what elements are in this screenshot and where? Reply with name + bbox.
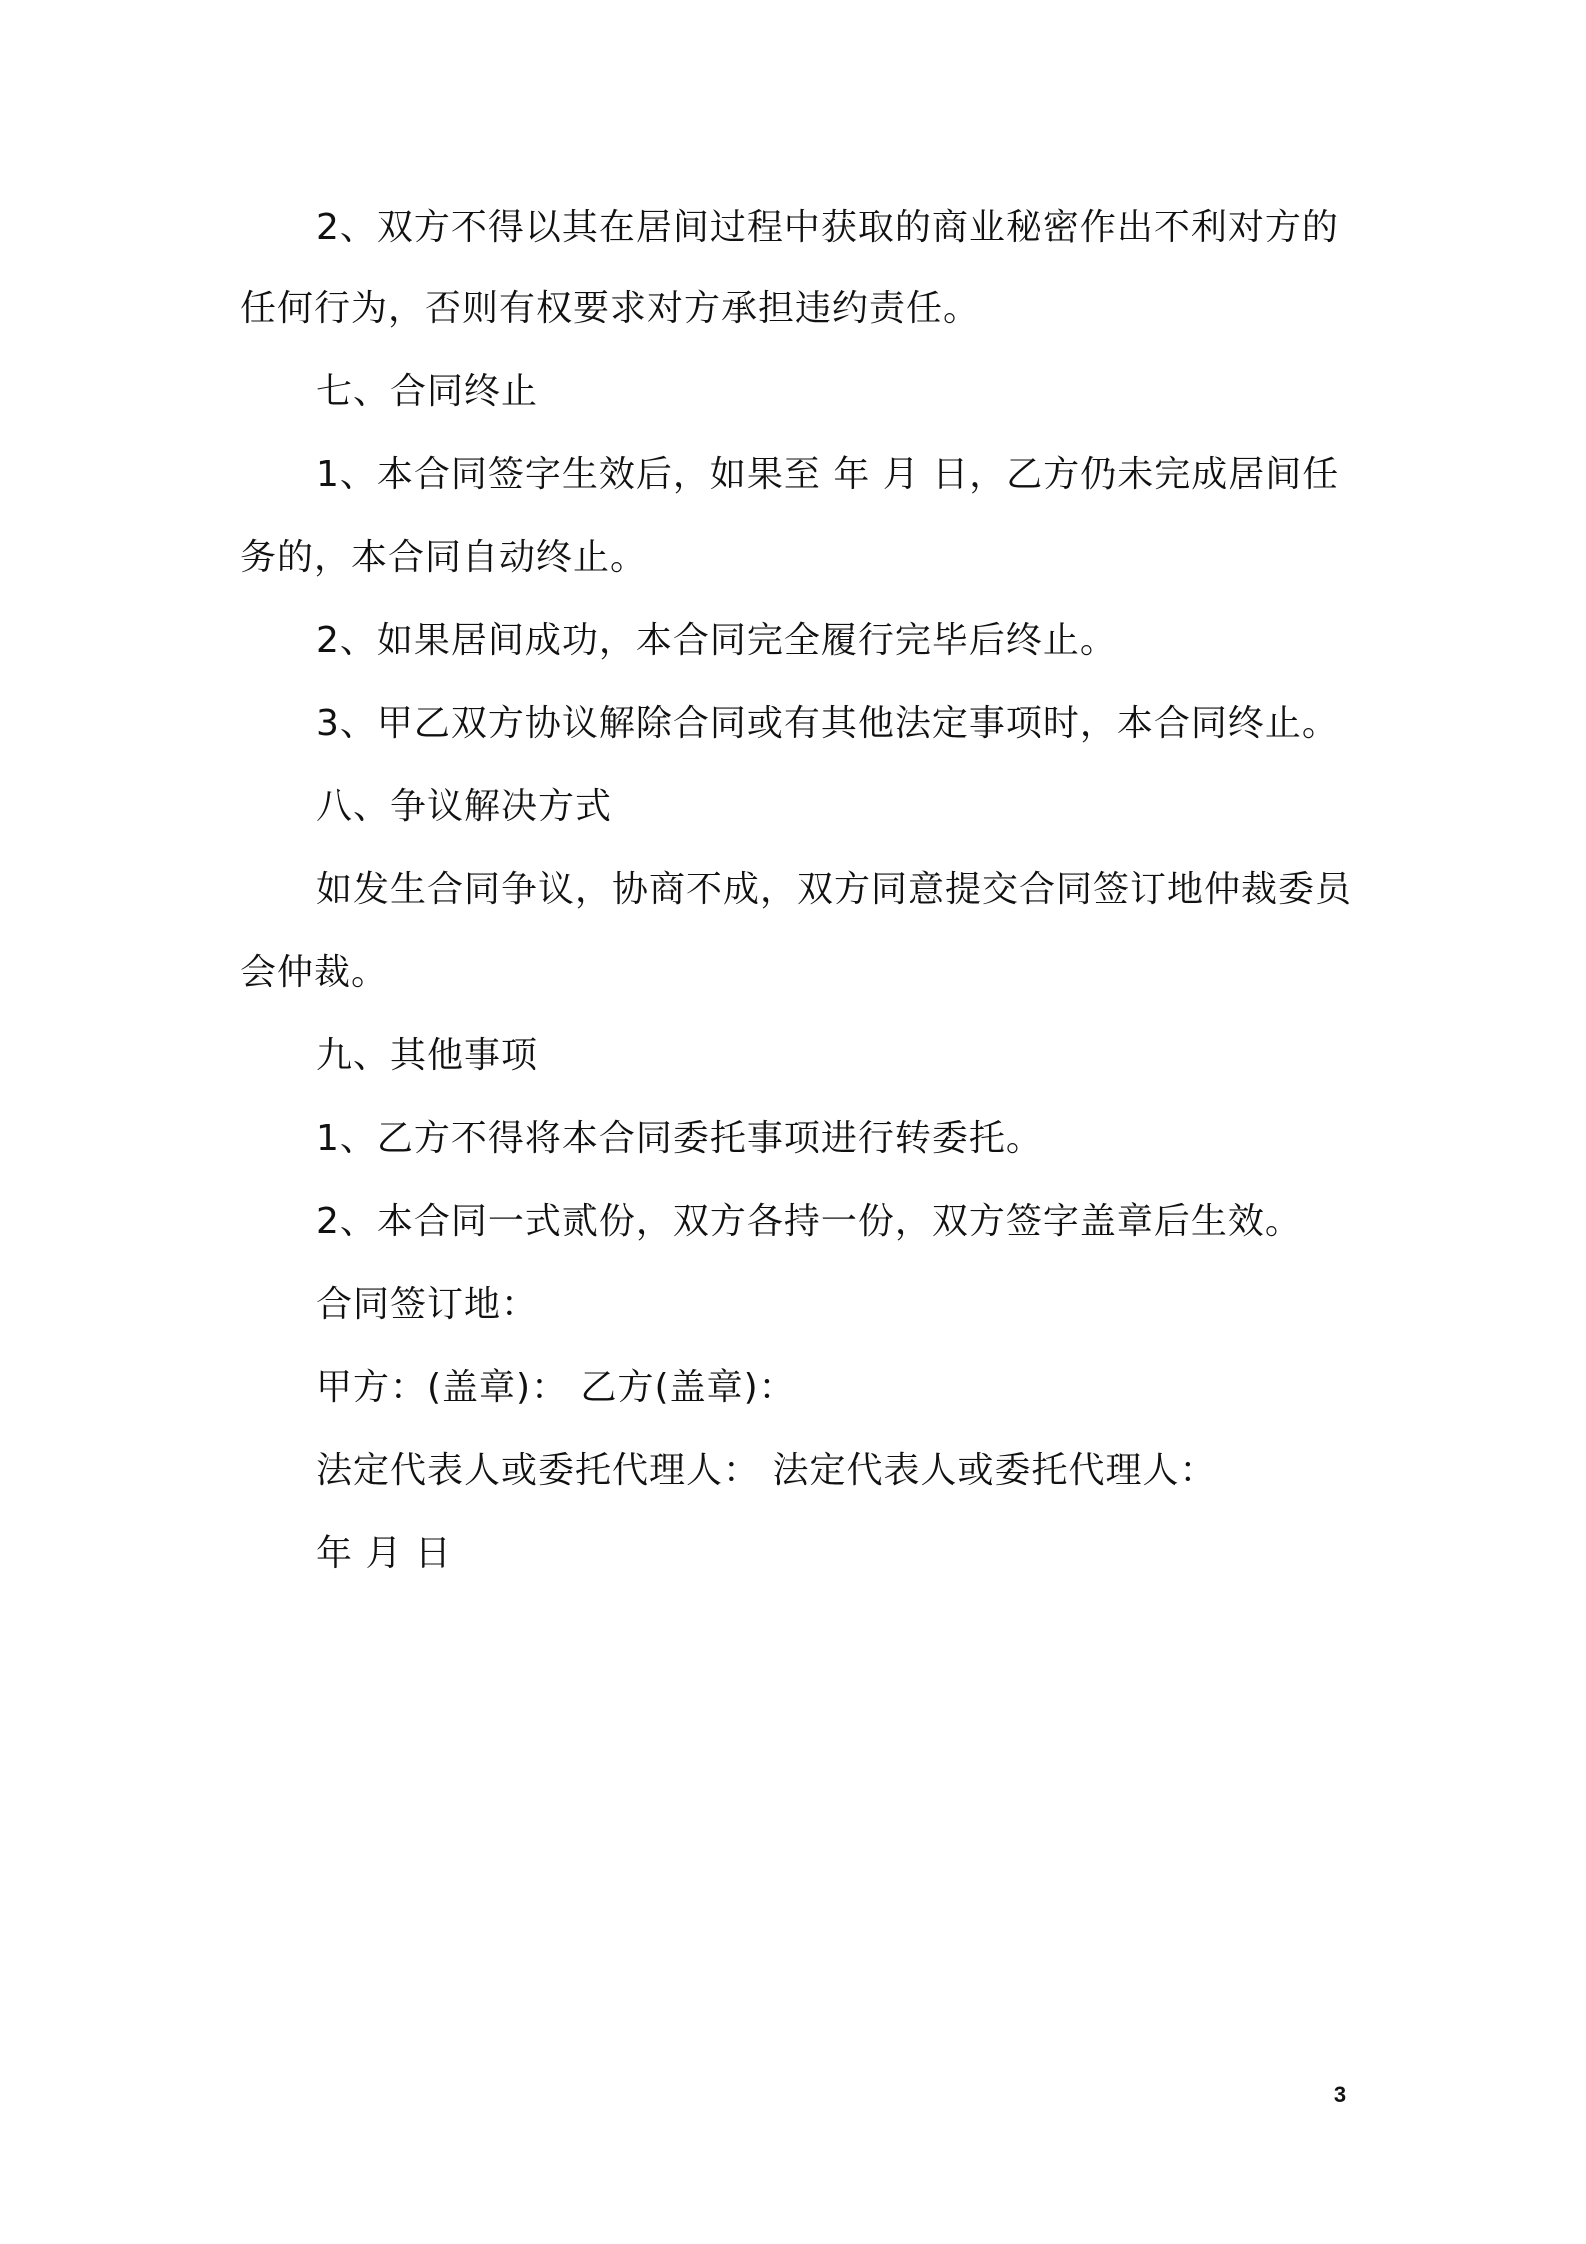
- paragraph-line: 任何行为，否则有权要求对方承担违约责任。: [240, 288, 981, 329]
- paragraph-line: 2、双方不得以其在居间过程中获取的商业秘密作出不利对方的: [316, 207, 1339, 248]
- section-heading: 九、其他事项: [316, 1035, 539, 1076]
- paragraph-line: 2、如果居间成功，本合同完全履行完毕后终止。: [316, 620, 1117, 661]
- signing-place-line: 合同签订地：: [316, 1284, 539, 1325]
- section-heading: 八、争议解决方式: [316, 786, 613, 827]
- date-line: 年 月 日: [316, 1533, 452, 1574]
- section-heading: 七、合同终止: [316, 371, 539, 412]
- paragraph-line: 2、本合同一式贰份，双方各持一份，双方签字盖章后生效。: [316, 1201, 1302, 1242]
- paragraph-line: 3、甲乙双方协议解除合同或有其他法定事项时，本合同终止。: [316, 703, 1339, 744]
- paragraph-line: 务的，本合同自动终止。: [240, 537, 648, 578]
- paragraph-line: 1、本合同签字生效后，如果至 年 月 日，乙方仍未完成居间任: [316, 454, 1340, 495]
- representative-line: 法定代表人或委托代理人： 法定代表人或委托代理人：: [316, 1450, 1217, 1491]
- party-seal-line: 甲方：(盖章)： 乙方(盖章)：: [316, 1367, 796, 1408]
- page-number: 3: [1333, 2082, 1347, 2107]
- paragraph-line: 会仲裁。: [240, 952, 389, 993]
- paragraph-line: 如发生合同争议，协商不成，双方同意提交合同签订地仲裁委员: [316, 869, 1353, 910]
- paragraph-line: 1、乙方不得将本合同委托事项进行转委托。: [316, 1118, 1043, 1159]
